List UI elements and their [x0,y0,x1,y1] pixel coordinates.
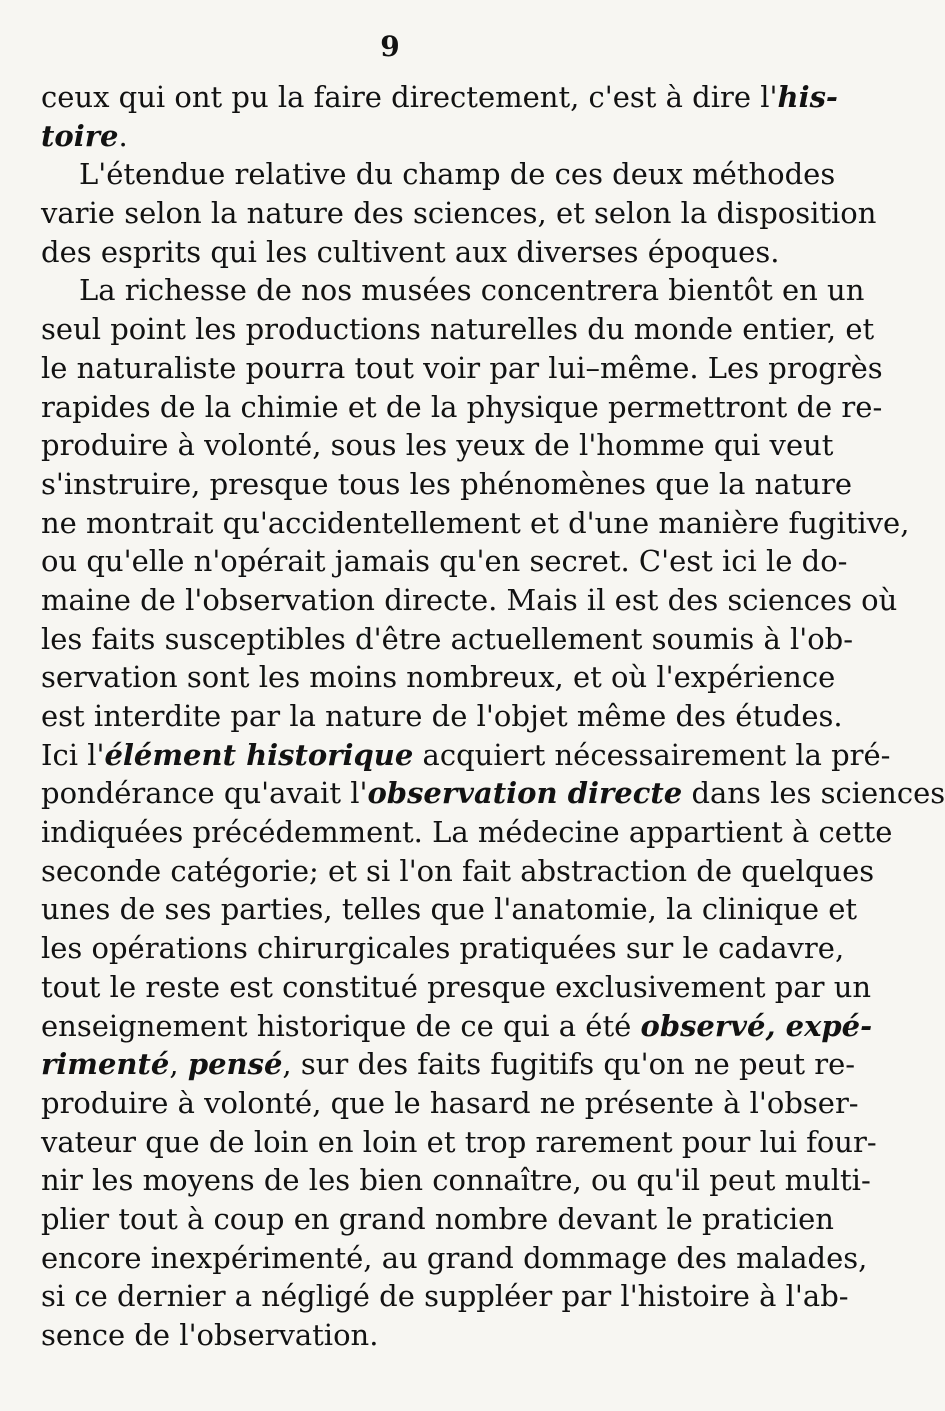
text-segment: vateur que de loin en loin et trop rarement pour lui four- [41,1124,877,1159]
text-segment: enseignement historique de ce qui a été [41,1008,641,1043]
text-segment: pondérance qu'avait l' [41,776,368,811]
italic-text: his- [777,80,838,114]
text-line [41,233,780,272]
italic-text: pensé [187,1047,283,1082]
text-segment: plier tout à coup en grand nombre devant le praticien [41,1201,834,1236]
text-line [41,155,836,194]
text-line [41,929,845,968]
text-segment: Ici l' [41,737,105,772]
text-segment: La richesse de nos musées concentrera bientôt en un [79,273,865,308]
text-line [41,310,875,349]
text-segment: des esprits qui les cultivent aux diverses époques. [41,234,780,269]
italic-text: rimenté [41,1047,170,1082]
text-line [41,852,875,891]
text-segment: seconde catégorie; et si l'on fait abstraction de quelques [41,853,875,888]
text-segment: ceux qui ont pu la faire directement, c'est à dire l' [41,80,778,114]
text-segment: unes de ses parties, telles que l'anatomie, la clinique et [41,892,858,927]
text-segment: si ce dernier a négligé de suppléer par l'histoire à l'ab- [41,1279,849,1314]
text-line [41,620,854,659]
text-segment: seul point les productions naturelles du monde entier, et [41,312,875,347]
text-segment: acquiert nécessairement la pré- [413,737,891,772]
text-line [41,542,848,581]
text-line [41,388,883,427]
text-line [41,194,877,233]
text-segment: rapides de la chimie et de la physique permettront de re- [41,389,883,424]
italic-text: observation directe [367,776,683,811]
text-line [41,774,945,813]
italic-text: toire [41,118,119,153]
text-segment: produire à volonté, sous les yeux de l'homme qui veut [41,428,834,463]
text-segment: les opérations chirurgicales pratiquées sur le cadavre, [41,931,845,966]
text-segment: indiquées précédemment. La médecine appartient à cette [41,815,893,850]
text-line [41,1239,868,1278]
text-line [41,426,834,465]
text-line [41,581,898,620]
text-line [41,890,858,929]
text-line [41,1316,757,1355]
text-segment: produire à volonté, que le hasard ne présente à l'obser- [41,1085,859,1120]
text-line [41,504,910,543]
text-line [41,1123,877,1162]
body-text [41,78,945,1355]
text-segment: est interdite par la nature de l'objet même des études. [41,699,843,733]
text-line [41,1084,859,1123]
text-line [41,736,891,775]
italic-text: observé, expé- [640,1008,873,1043]
text-segment: . [118,118,128,153]
text-line [41,1200,834,1239]
text-line [41,1045,856,1084]
text-line [41,968,872,1007]
text-line [41,697,843,736]
text-segment: tout le reste est constitué presque exclusivement par un [41,969,872,1004]
text-segment: maine de l'observation directe. Mais il est des sciences où [41,582,898,617]
text-segment: , [169,1047,188,1082]
text-line [41,1007,873,1046]
text-segment: L'étendue relative du champ de ces deux méthodes [79,157,836,192]
italic-text: élément historique [104,737,414,772]
text-segment: encore inexpérimenté, au grand dommage des malades, [41,1240,868,1275]
text-segment: sence de l'observation. [41,1318,379,1352]
text-line [41,1277,849,1316]
text-line [41,78,838,117]
text-segment: ne montrait qu'accidentellement et d'une manière fugitive, [41,505,910,540]
text-segment: le naturaliste pourra tout voir par lui–même. Les progrès [41,350,883,385]
text-segment: dans les sciences [682,776,945,811]
text-segment: nir les moyens de les bien connaître, ou qu'il peut multi- [41,1163,871,1198]
text-line [41,117,757,156]
text-line [41,271,865,310]
text-line [41,1161,871,1200]
text-segment: ou qu'elle n'opérait jamais qu'en secret. C'est ici le do- [41,544,848,579]
page-number: 9 [380,30,400,63]
text-line [41,465,853,504]
text-line [41,658,836,697]
text-segment: servation sont les moins nombreux, et où l'expérience [41,660,836,695]
text-segment: , sur des faits fugitifs qu'on ne peut re- [282,1047,856,1082]
text-segment: les faits susceptibles d'être actuellement soumis à l'ob- [41,621,854,656]
text-line [41,349,883,388]
text-segment: varie selon la nature des sciences, et selon la disposition [41,196,877,231]
text-segment: s'instruire, presque tous les phénomènes que la nature [41,466,853,501]
text-line [41,813,893,852]
